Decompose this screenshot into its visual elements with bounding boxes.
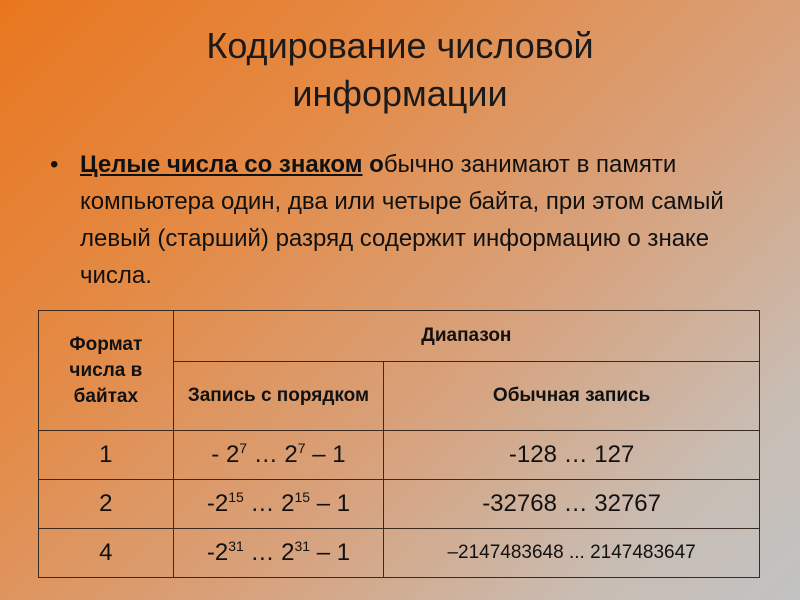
title-line-2: информации bbox=[292, 73, 508, 114]
header-exponent: Запись с порядком bbox=[173, 362, 383, 431]
cell-bytes: 2 bbox=[39, 480, 174, 529]
bullet-rest: бычно занимают в памяти компьютера один, два или четыре байта, при этом самый левый (старший) разряд содержит информацию о знаке числа. bbox=[80, 151, 724, 289]
cell-exponent: $-2^{15}$ … $2^{15} - 1$ bbox=[173, 480, 383, 529]
bullet-marker: • bbox=[50, 151, 59, 178]
bullet-lead: Целые числа со знаком bbox=[80, 151, 363, 178]
header-format: Формат числа в байтах bbox=[39, 311, 174, 431]
table-row bbox=[39, 529, 760, 578]
cell-plain: –2147483648 ... 2147483647 bbox=[384, 529, 760, 578]
cell-exponent: $-2^{31}$ … $2^{31} - 1$ bbox=[173, 529, 383, 578]
header-row-1 bbox=[39, 311, 760, 362]
table-row bbox=[39, 480, 760, 529]
bullet-lead-o: о bbox=[369, 151, 384, 178]
slide-title bbox=[0, 22, 800, 118]
cell-bytes: 4 bbox=[39, 529, 174, 578]
table-row bbox=[39, 431, 760, 480]
header-plain: Обычная запись bbox=[384, 362, 760, 431]
bullet-paragraph bbox=[50, 146, 750, 294]
bullet-text bbox=[80, 146, 750, 294]
range-table bbox=[38, 310, 760, 578]
title-line-1: Кодирование числовой bbox=[206, 25, 594, 66]
cell-plain: -32768 … 32767 bbox=[384, 480, 760, 529]
cell-exponent: - $2^7$ … $2^7 - 1$ bbox=[173, 431, 383, 480]
cell-bytes: 1 bbox=[39, 431, 174, 480]
header-range: Диапазон bbox=[173, 311, 759, 362]
cell-plain: -128 … 127 bbox=[384, 431, 760, 480]
